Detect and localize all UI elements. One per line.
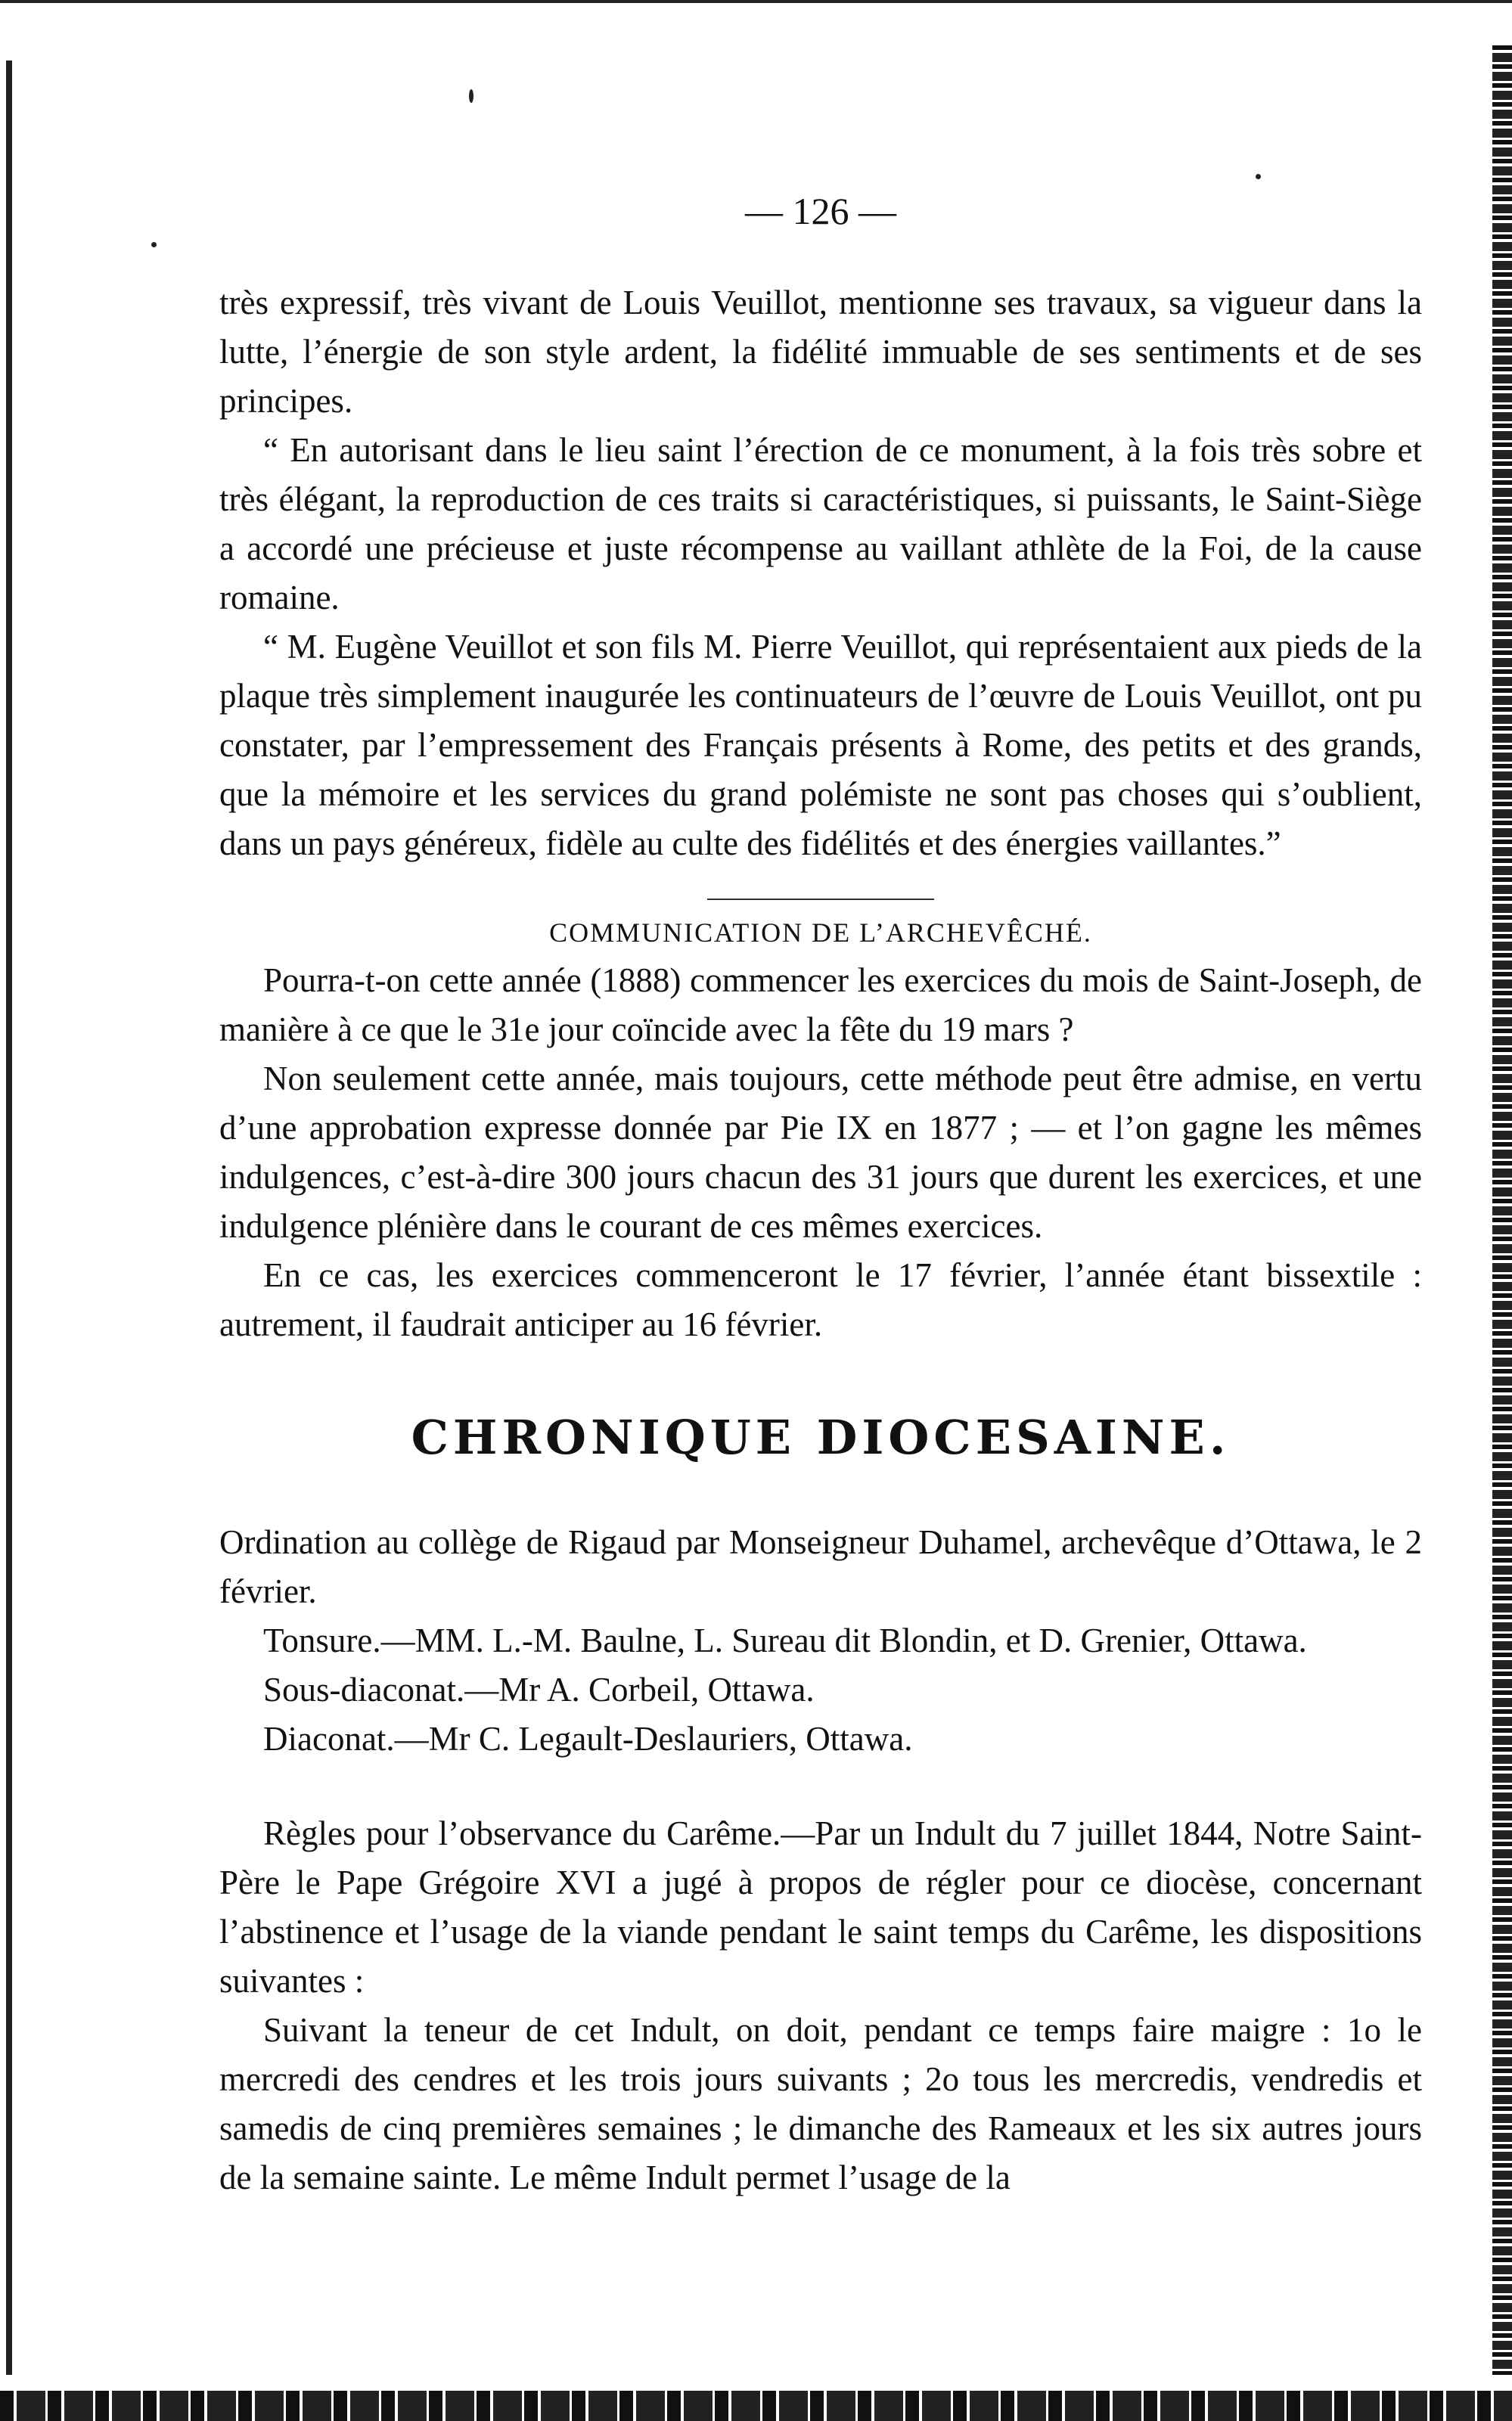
page-number: — 126 — (745, 190, 896, 232)
scan-edge-left (6, 61, 12, 2375)
paragraph: très expressif, très vivant de Louis Veuillot, mentionne ses travaux, sa vigueur dans la lutte, l’énergie de son style ardent, la fidélité immuable de ses sentiments et de ses principes. (219, 284, 1422, 420)
paragraph: En ce cas, les exercices commenceront le 17 février, l’année étant bissextile : autrement, il faudrait anticiper au 16 février. (219, 1256, 1422, 1343)
scan-speck (151, 242, 157, 247)
paragraph: Diaconat.—Mr C. Legault-Deslauriers, Ottawa. (263, 1720, 913, 1758)
scan-edge-bottom (0, 2391, 1512, 2421)
paragraph: Non seulement cette année, mais toujours, cette méthode peut être admise, en vertu d’une approbation expresse donnée par Pie IX en 1877 ; — et l’on gagne les mêmes indulgences, c’est-à-dire 300 jours chacun des 31 jours que durent les exercices, et une indulgence plénière dans le courant de ces mêmes exercices. (219, 1060, 1422, 1245)
paragraph: Règles pour l’observance du Carême.—Par un Indult du 7 juillet 1844, Notre Saint-Père le Pape Grégoire XVI a jugé à propos de régler pour ce diocèse, concernant l’abstinence et l’usage de la viande pendant le saint temps du Carême, les dispositions suivantes : (219, 1814, 1422, 2000)
divider (707, 899, 934, 900)
paragraph: Sous-diaconat.—Mr A. Corbeil, Ottawa. (263, 1671, 815, 1709)
paragraph: Ordination au collège de Rigaud par Monseigneur Duhamel, archevêque d’Ottawa, le 2 février. (219, 1523, 1422, 1610)
scan-edge-right (1492, 45, 1512, 2375)
scan-speck (469, 89, 473, 103)
scan-edge-top (0, 0, 1512, 27)
spacer (219, 1764, 1422, 1809)
section-heading: COMMUNICATION DE L’ARCHEVÊCHÉ. (549, 917, 1092, 948)
document-page (219, 189, 1422, 2202)
paragraph: Pourra-t-on cette année (1888) commencer les exercices du mois de Saint-Joseph, de manière à ce que le 31e jour coïncide avec la fête du 19 mars ? (219, 961, 1422, 1048)
paragraph: Tonsure.—MM. L.-M. Baulne, L. Sureau dit Blondin, et D. Grenier, Ottawa. (263, 1622, 1307, 1659)
paragraph: “ En autorisant dans le lieu saint l’érection de ce monument, à la fois très sobre et très élégant, la reproduction de ces traits si caractéristiques, si puissants, le Saint-Siège a accordé une précieuse et juste récompense au vaillant athlète de la Foi, de la cause romaine. (219, 431, 1422, 616)
paragraph: Suivant la teneur de cet Indult, on doit, pendant ce temps faire maigre : 1o le mercredi des cendres et les trois jours suivants ; 2o tous les mercredis, vendredis et samedis de cinq premières semaines ; le dimanche des Rameaux et les six autres jours de la semaine sainte. Le même Indult permet l’usage de la (219, 2011, 1422, 2196)
paragraph: “ M. Eugène Veuillot et son fils M. Pierre Veuillot, qui représentaient aux pieds de la plaque très simplement inaugurée les continuateurs de l’œuvre de Louis Veuillot, ont pu constater, par l’empressement des Français présents à Rome, des petits et des grands, que la mémoire et les services du grand polémiste ne sont pas choses qui s’oublient, dans un pays généreux, fidèle au culte des fidélités et des énergies vaillantes.” (219, 628, 1422, 862)
scan-speck (1256, 174, 1261, 179)
chronicle-heading: CHRONIQUE DIOCESAINE. (411, 1410, 1231, 1465)
